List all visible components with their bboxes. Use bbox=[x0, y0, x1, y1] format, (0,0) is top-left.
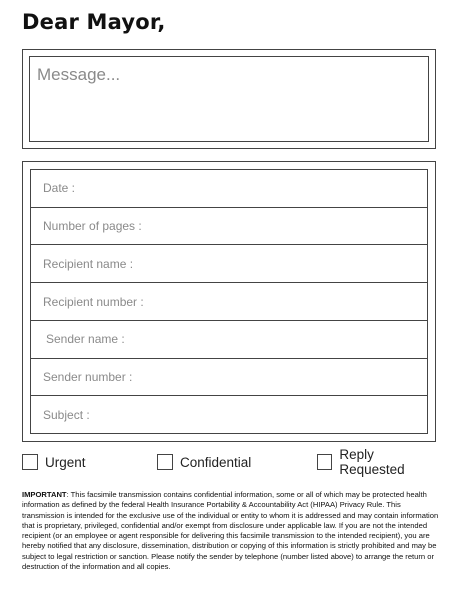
reply-requested-checkbox[interactable] bbox=[317, 454, 332, 470]
fax-details-box bbox=[22, 161, 436, 442]
subject-label: Subject : bbox=[43, 407, 90, 422]
recipient-number-label: Recipient number : bbox=[43, 294, 144, 309]
reply-requested-option[interactable] bbox=[317, 447, 438, 477]
number-of-pages-field[interactable] bbox=[31, 207, 427, 245]
reply-requested-label: Reply Requested bbox=[339, 447, 405, 477]
fax-details-table bbox=[30, 169, 428, 434]
confidential-checkbox[interactable] bbox=[157, 454, 173, 470]
confidentiality-notice bbox=[22, 490, 442, 572]
confidential-option[interactable] bbox=[157, 452, 251, 472]
options-row bbox=[22, 447, 438, 477]
page-title: Dear Mayor, bbox=[22, 10, 166, 34]
sender-name-field[interactable] bbox=[31, 320, 427, 358]
date-label: Date : bbox=[43, 181, 76, 196]
subject-field[interactable] bbox=[31, 395, 427, 433]
notice-lead: IMPORTANT bbox=[22, 490, 67, 499]
urgent-label: Urgent bbox=[45, 454, 86, 470]
sender-number-field[interactable] bbox=[31, 358, 427, 396]
confidential-label: Confidential bbox=[180, 454, 252, 470]
recipient-number-field[interactable] bbox=[31, 282, 427, 320]
message-field[interactable] bbox=[29, 56, 429, 142]
urgent-option[interactable] bbox=[22, 452, 86, 472]
notice-body: : This facsimile transmission contains confidential information, some or all of which may be protected health information as defined by the federal Health Insurance Portability & Accountability Act (HIPAA) Privacy Rule. This transmission is intended for the exclusive use of the individual or entity to whom it is addressed and may contain information that is proprietary, privileged, confidential and/or exempt from disclosure under applicable law. If you are not the intended recipient (or an employee or agent responsible for delivering this facsimile transmission to the intended recipient), you are hereby notified that any disclosure, dissemination, distribution or copying of this information is strictly prohibited and may be subject to legal restriction or sanction. Please notify the sender by telephone (number listed above) to arrange the return or destruction of the information and all copies. bbox=[22, 490, 439, 572]
urgent-checkbox[interactable] bbox=[22, 454, 38, 470]
sender-name-label: Sender name : bbox=[46, 332, 125, 347]
recipient-name-label: Recipient name : bbox=[43, 256, 134, 271]
recipient-name-field[interactable] bbox=[31, 244, 427, 282]
date-field[interactable] bbox=[31, 170, 427, 207]
number-of-pages-label: Number of pages : bbox=[43, 219, 142, 234]
sender-number-label: Sender number : bbox=[43, 369, 133, 384]
message-box bbox=[22, 49, 436, 149]
message-placeholder: Message... bbox=[37, 65, 121, 84]
